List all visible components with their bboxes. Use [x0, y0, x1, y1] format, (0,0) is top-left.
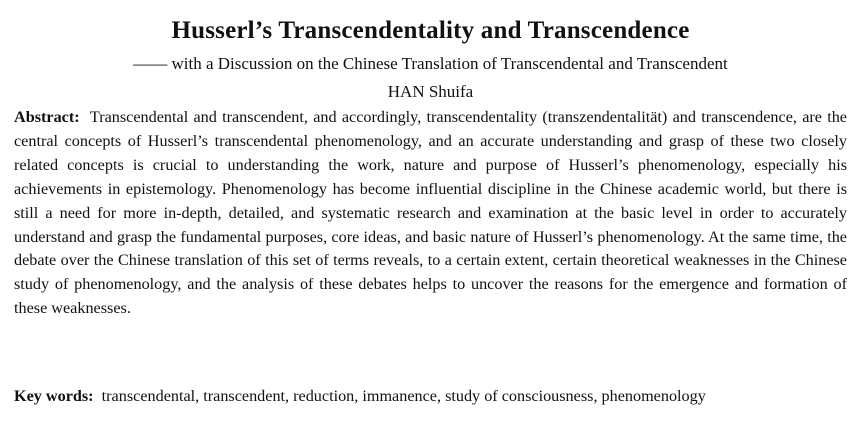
abstract-text: Transcendental and transcendent, and accordingly, transcendentality (transzendentalität) and transcendence, are the central concepts of Husserl’s transcendental phenomenology, and an accurate understanding and grasp of these two closely related concepts is crucial to understanding the work, nature and purpose of Husserl’s phenomenology, especially his achievements in epistemology. Phenomenology has become influential discipline in the Chinese academic world, but there is still a need for more in-depth, detailed, and systematic research and examination at the basic level in order to accurately understand and grasp the fundamental purposes, core ideas, and basic nature of Husserl’s phenomenology. At the same time, the debate over the Chinese translation of this set of terms reveals, to a certain extent, certain theoretical weaknesses in the Chinese study of phenomenology, and the analysis of these debates helps to uncover the reasons for the emergence and formation of these weaknesses. [14, 108, 847, 318]
abstract-paragraph [14, 106, 847, 321]
abstract-label: Abstract: [14, 108, 80, 126]
keywords-label: Key words: [14, 387, 94, 405]
paper-subtitle: —— with a Discussion on the Chinese Translation of Transcendental and Transcendent [133, 54, 728, 73]
paper-title: Husserl’s Transcendentality and Transcendence [171, 17, 690, 44]
keywords-text: transcendental, transcendent, reduction, immanence, study of consciousness, phenomenology [101, 387, 706, 405]
paper-author: HAN Shuifa [387, 82, 474, 101]
keywords-line [14, 384, 847, 408]
